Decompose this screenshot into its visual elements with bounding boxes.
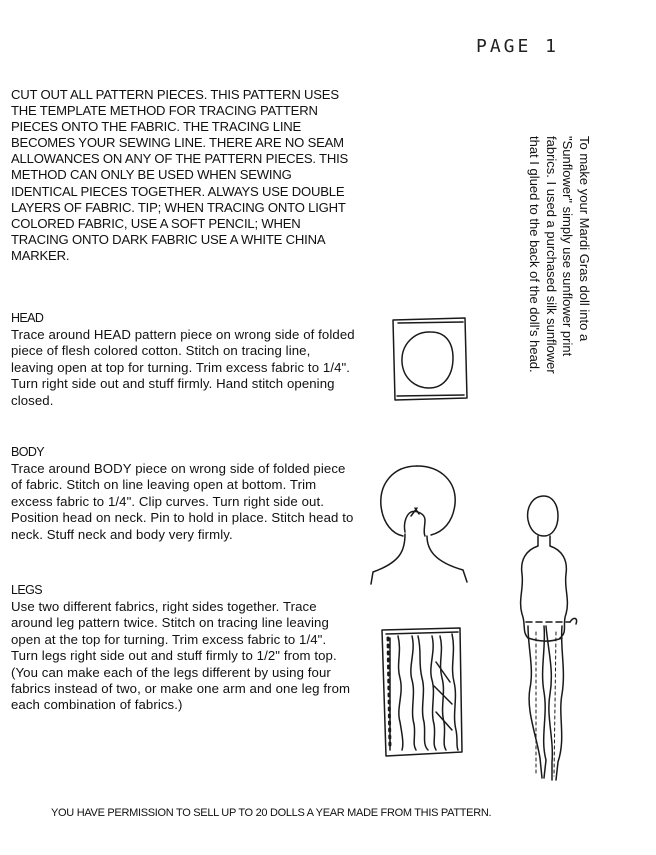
legs-section-title: LEGS — [11, 583, 42, 597]
assembled-doll-sketch — [500, 488, 595, 788]
head-section-text: Trace around HEAD pattern piece on wrong side of folded piece of flesh colored cotton. Stitch on tracing line, leaving open at top for turning. Trim excess fabric to 1/4". Turn right side out and stuff firmly. Hand stitch opening closed. — [11, 327, 355, 408]
body-section-title: BODY — [11, 445, 45, 459]
footer-permission-note: YOU HAVE PERMISSION TO SELL UP TO 20 DOLLS A YEAR MADE FROM THIS PATTERN. — [51, 807, 492, 819]
leg-tracing-sketch — [372, 622, 472, 762]
body-section — [11, 444, 356, 543]
side-note-line: "Sunflower" simply use sunflower print — [560, 136, 576, 357]
head-tracing-sketch — [385, 312, 475, 412]
intro-instructions: CUT OUT ALL PATTERN PIECES. THIS PATTERN USES THE TEMPLATE METHOD FOR TRACING PATTERN PIECES ONTO THE FABRIC. THE TRACING LINE BECOMES YOUR SEWING LINE. THERE ARE NO SEAM ALLOWANCES ON ANY OF THE PATTERN PIECES. THIS METHOD CAN ONLY BE USED WHEN SEWING IDENTICAL PIECES TOGETHER. ALWAYS USE DOUBLE LAYERS OF FABRIC. TIP; WHEN TRACING ONTO LIGHT COLORED FABRIC, USE A SOFT PENCIL; WHEN TRACING ONTO DARK FABRIC USE A WHITE CHINA MARKER. — [11, 87, 349, 263]
body-section-text: Trace around BODY piece on wrong side of folded piece of fabric. Stitch on line leaving open at bottom. Trim excess fabric to 1/4". Clip curves. Turn right side out. Position head on neck. Pin to hold in place. Stitch head to neck. Stuff neck and body very firmly. — [11, 461, 354, 542]
head-on-neck-sketch — [365, 462, 475, 587]
legs-section-text: Use two different fabrics, right sides together. Trace around leg pattern twice. Stitch on tracing line leaving open at the top for turning. Trim excess fabric to 1/4". Turn legs right side out and stuff firmly to 1/2" from top. (You can make each of the legs different by using four fabrics instead of two, or make one arm and one leg from each combination of fabrics.) — [11, 599, 351, 713]
page-number: PAGE 1 — [476, 36, 560, 57]
side-note-line: To make your Mardi Gras doll into a — [577, 136, 592, 342]
head-section — [11, 310, 356, 409]
side-note-line: fabrics. I used a purchased silk sunflower — [544, 136, 559, 374]
head-section-title: HEAD — [11, 311, 44, 325]
sunflower-side-note — [526, 136, 592, 436]
legs-section — [11, 582, 356, 714]
side-note-line: that I glued to the back of the doll's head. — [527, 136, 543, 373]
